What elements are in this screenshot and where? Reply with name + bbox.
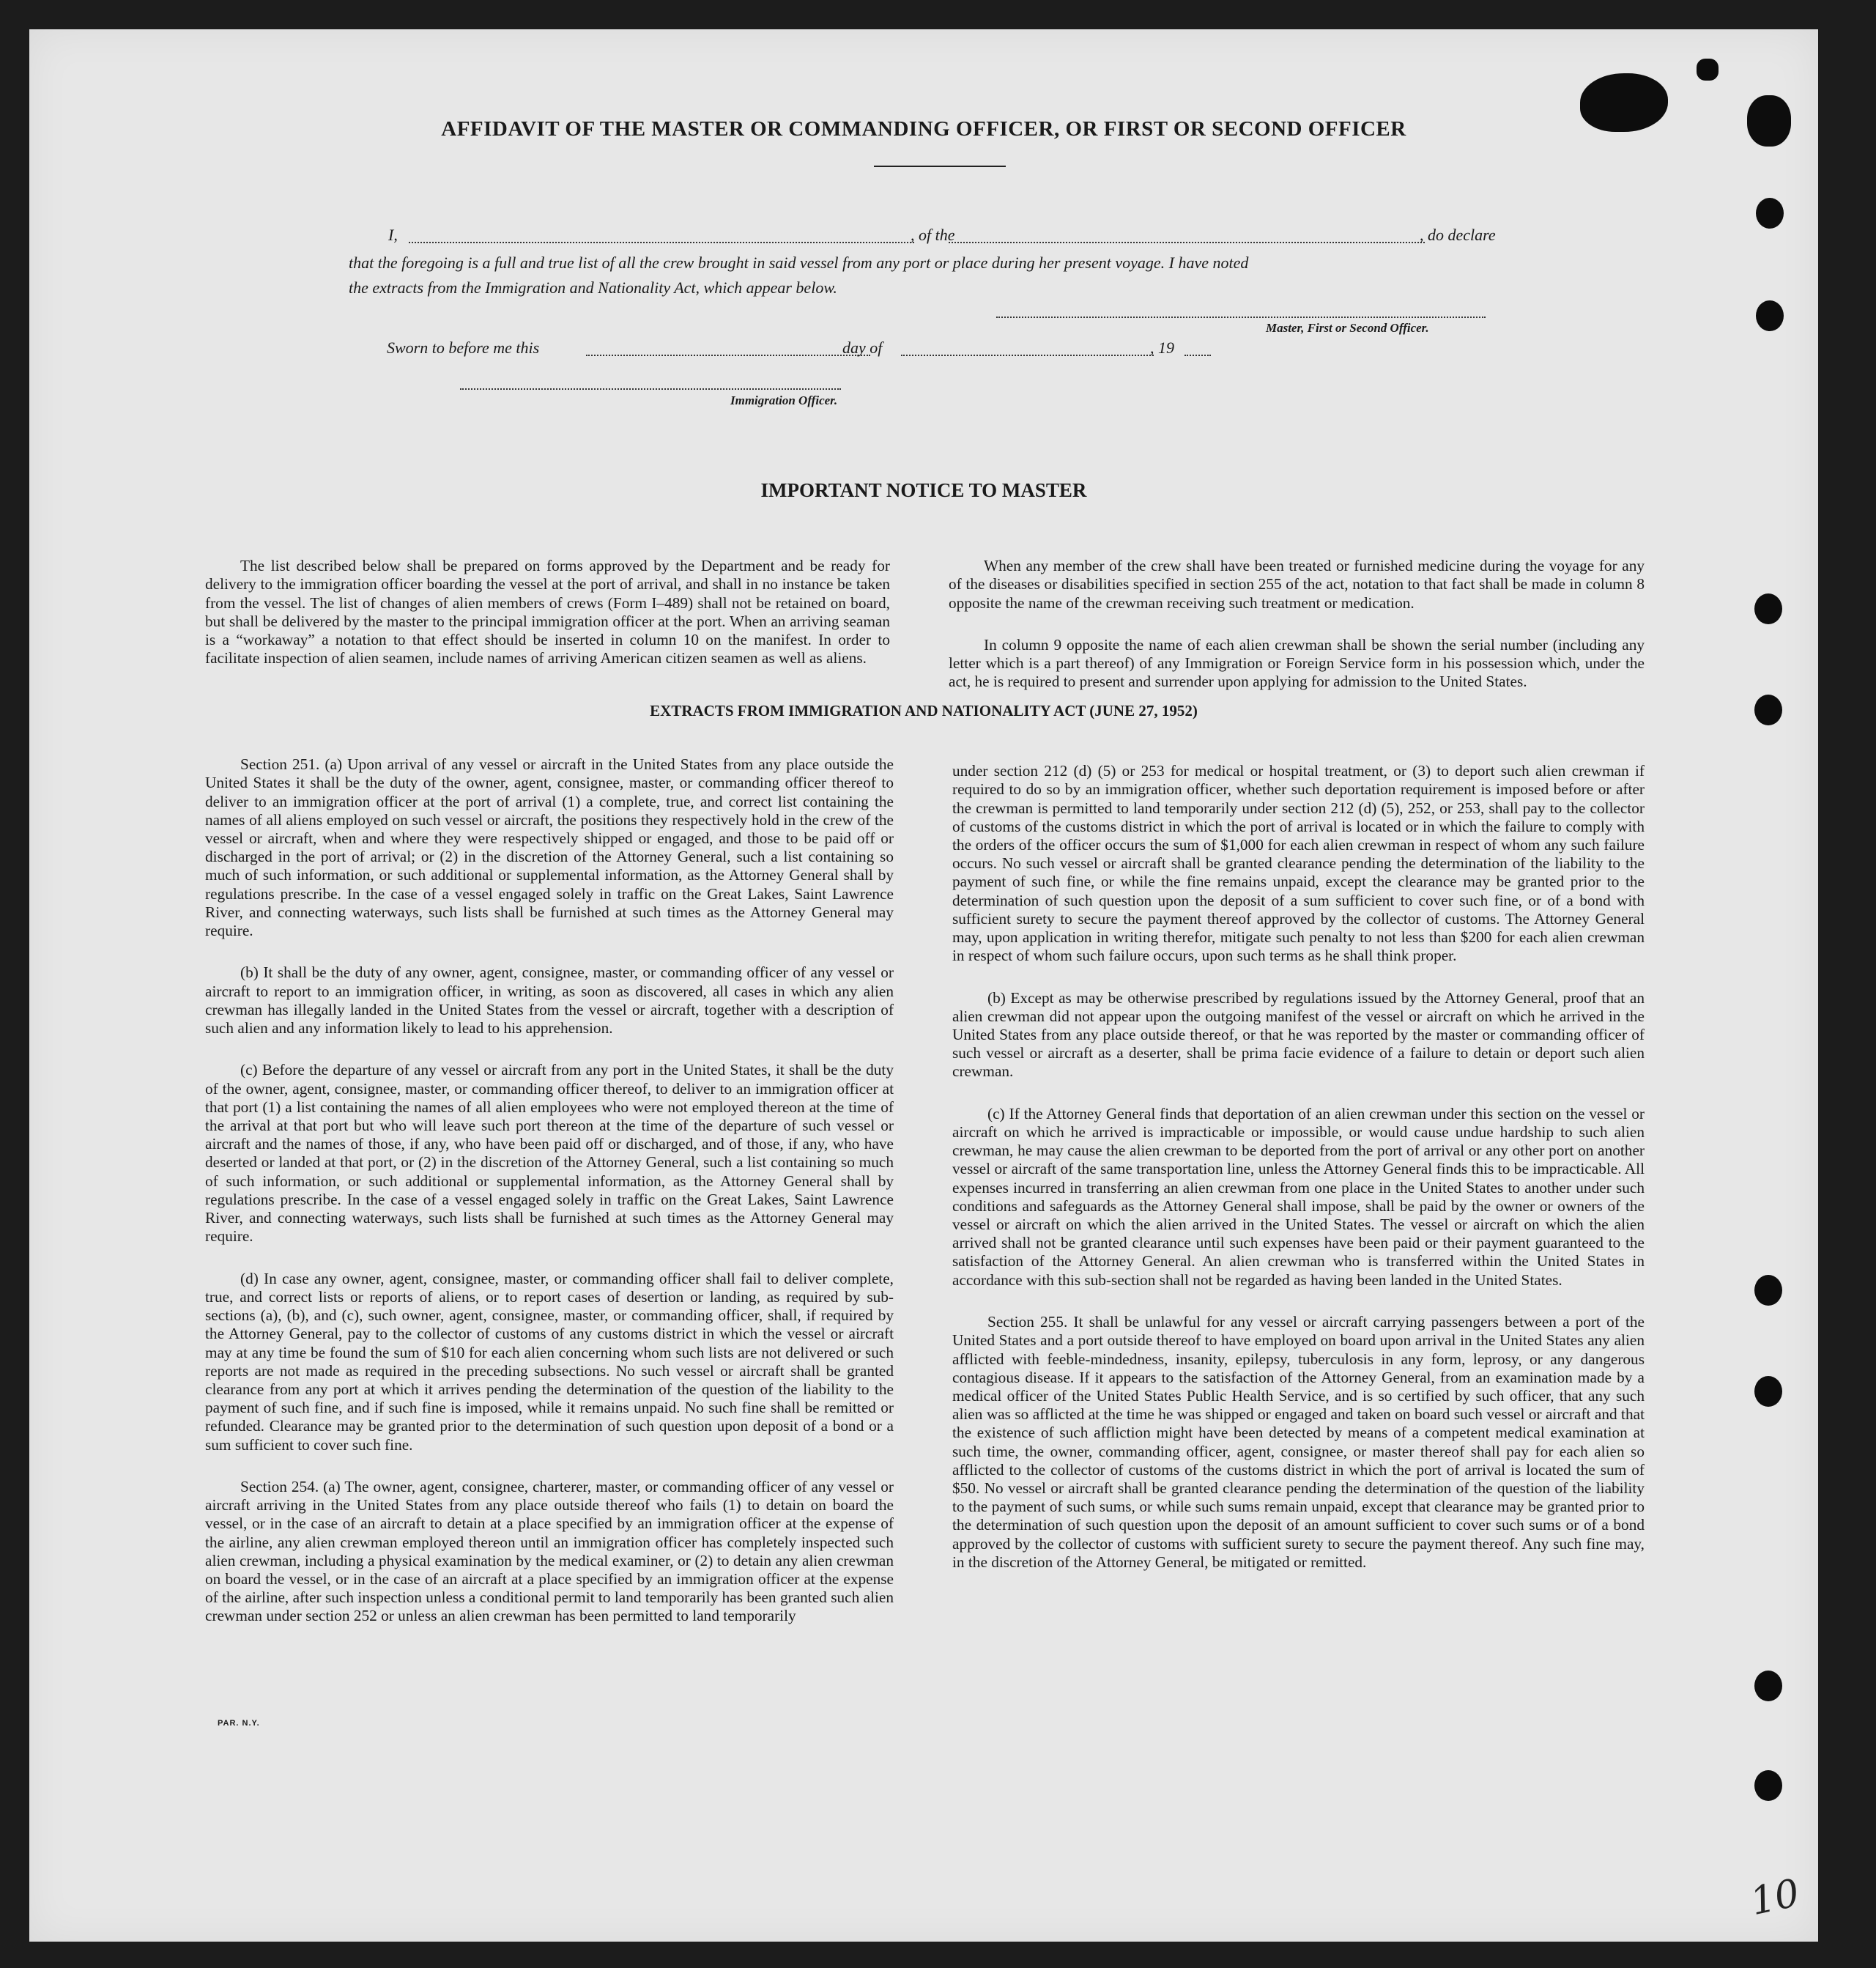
affidavit-declare-label: , do declare <box>1420 226 1496 244</box>
section-254-a: Section 254. (a) The owner, agent, consignee, charterer, master, or commanding officer of any vessel or aircraft arriving in the United States from any place outside thereof who fails (1) to detain on board the vessel, or in the case of an aircraft to detain at a place specified by an immigration officer at the expense of the airline, any alien crewman employed thereon until an immigration officer has completely inspected such alien crewman, including a physical examination by the medical examiner, or (2) to detain any alien crewman on board the vessel, or in the case of an aircraft at a place specified by an immigration officer at the expense of the airline, after such inspection unless a conditional permit to land temporarily has been granted such alien crewman under section 252 or unless an alien crewman has been permitted to land temporarily <box>205 1477 894 1625</box>
section-251-d: (d) In case any owner, agent, consignee, master, or commanding officer shall fail to deliver complete, true, and correct lists or reports of aliens, or to report cases of desertion or landing, as required by sub-sections (a), (b), and (c), such owner, agent, consignee, master, or commanding officer, shall, if required by the Attorney General, pay to the collector of customs of any customs district in which the vessel or aircraft may at any time be found the sum of $10 for each alien concerning whom such lists are not delivered or such reports are not made as required in the preceding subsections. No such vessel or aircraft shall be granted clearance from any port at which it arrives pending the determination of the question of the liability to the payment of such fine, and if such fine is imposed, while it remains unpaid. No such fine shall be remitted or refunded. Clearance may be granted prior to the determination of such question upon deposit of a bond or a sum sufficient to cover such fine. <box>205 1269 894 1454</box>
extracts-title: EXTRACTS FROM IMMIGRATION AND NATIONALITY ACT (JUNE 27, 1952) <box>650 702 1198 719</box>
punch-hole <box>1754 1376 1782 1407</box>
affidavit-i-label: I, <box>388 226 398 244</box>
title-underline <box>874 166 1006 167</box>
extracts-right-column <box>952 744 1645 1595</box>
notice-right-paragraph-2: In column 9 opposite the name of each alien crewman shall be shown the serial number (including any letter which is a part thereof) of any Immigration or Foreign Service form in his possession which, under the act, he is required to present and surrender upon applying for admission to the United States. <box>949 636 1645 691</box>
punch-hole <box>1754 1770 1782 1801</box>
section-254-b: (b) Except as may be otherwise prescribed by regulations issued by the Attorney General, proof that an alien crewman did not appear upon the outgoing manifest of the vessel or aircraft on which he arrived in the United States from any place outside thereof, or that he was reported by the master or commanding officer of such vessel or aircraft as a deserter, shall be prima facie evidence of a failure to detain or deport such alien crewman. <box>952 988 1645 1081</box>
sworn-day-line[interactable] <box>586 355 870 356</box>
extracts-left-column <box>205 737 894 1649</box>
affidavit-of-the-label: , of the <box>911 226 955 244</box>
day-of-label: day of <box>842 339 883 357</box>
master-signature-line[interactable] <box>996 317 1486 318</box>
punch-hole-blot <box>1580 73 1668 132</box>
handwritten-page-number: 10 <box>1746 1871 1803 1925</box>
section-251-b: (b) It shall be the duty of any owner, agent, consignee, master, or commanding officer of any vessel or aircraft to report to an immigration officer, in writing, as soon as discovered, all cases in which any alien crewman has illegally landed in the United States from the vessel or aircraft, together with a description of such alien and any information likely to lead to his apprehension. <box>205 963 894 1037</box>
officer-signature-caption: Immigration Officer. <box>730 393 838 407</box>
notice-title: IMPORTANT NOTICE TO MASTER <box>760 479 1087 501</box>
printer-mark: PAR. N.Y. <box>218 1719 260 1728</box>
affidavit-line-2: that the foregoing is a full and true list of all the crew brought in said vessel from any port or place during her present voyage. I have noted <box>349 254 1249 272</box>
notice-left-paragraph: The list described below shall be prepared on forms approved by the Department and be ready for delivery to the immigration officer boarding the vessel at the port of arrival, and shall in no instance be taken from the vessel. The list of changes of alien members of crews (Form I–489) shall not be retained on board, but shall be delivered by the master to the principal immigration officer at the port. When an arriving seaman is a “workaway” a notation to that effect should be inserted in column 10 on the manifest. In order to facilitate inspection of alien seamen, include names of arriving American citizen seamen as well as aliens. <box>205 557 890 667</box>
punch-hole <box>1754 1275 1782 1306</box>
vessel-name-line[interactable] <box>949 242 1425 243</box>
section-251-a: Section 251. (a) Upon arrival of any vessel or aircraft in the United States from any place outside the United States it shall be the duty of the owner, agent, consignee, master, or commanding officer thereof to deliver to an immigration officer at the port of arrival (1) a complete, true, and correct list containing the names of all aliens employed on such vessel or aircraft, the positions they respectively hold in the crew of the vessel or aircraft, when and where they were respectively shipped or engaged, and those to be paid off or discharged in the port of arrival; or (2) in the discretion of the Attorney General, such a list containing so much of such information, or such additional or supplemental information, as the Attorney General shall by regulations prescribe. In the case of a vessel engaged solely in traffic on the Great Lakes, Saint Lawrence River, and connecting waterways, such lists shall be furnished at such times as the Attorney General may require. <box>205 755 894 940</box>
master-name-line[interactable] <box>409 242 914 243</box>
officer-signature-line[interactable] <box>460 388 841 390</box>
section-254-c: (c) If the Attorney General finds that deportation of an alien crewman under this section on the vessel or aircraft on which he arrived is impracticable or impossible, or would cause undue hardship to such alien crewman, he may cause the alien crewman to be deported from the port of arrival or any other port on another vessel or aircraft of the same transportation line, unless the Attorney General finds this to be impracticable. All expenses incurred in transferring an alien crewman from one place in the United States to another under such conditions and safeguards as the Attorney General shall impose, shall be paid by the owner or owners of the vessel or aircraft on which the alien arrived in the United States. The vessel or aircraft on which the alien arrived shall not be granted clearance until such expenses have been paid or their payment guaranteed to the satisfaction of the Attorney General. An alien crewman who is transferred within the United States in accordance with this sub-section shall not be regarded as having been landed in the United States. <box>952 1104 1645 1289</box>
punch-hole-blot-edge <box>1747 95 1791 147</box>
notice-right-paragraph-1: When any member of the crew shall have been treated or furnished medicine during the voyage for any of the diseases or disabilities specified in section 255 of the act, notation to that fact shall be made in column 8 opposite the name of the crewman receiving such treatment or medication. <box>949 557 1645 612</box>
punch-hole <box>1754 1671 1782 1701</box>
notice-right-column <box>949 539 1645 715</box>
punch-hole <box>1754 695 1782 725</box>
affidavit-title: AFFIDAVIT OF THE MASTER OR COMMANDING OFFICER, OR FIRST OR SECOND OFFICER <box>441 117 1406 141</box>
section-255: Section 255. It shall be unlawful for any vessel or aircraft carrying passengers between a port of the United States and a port outside thereof to have employed on board upon arrival in the United States any alien afflicted with feeble-mindedness, insanity, epilepsy, tuberculosis in any form, leprosy, or any dangerous contagious disease. If it appears to the satisfaction of the Attorney General, from an examination made by a medical officer of the United States Public Health Service, and is so certified by such officer, that any such alien was so afflicted at the time he was shipped or engaged and taken on board such vessel or aircraft and that the existence of such affliction might have been detected by means of a competent medical examination at such time, the owner, commanding officer, agent, consignee, or master thereof shall pay for each alien so afflicted to the collector of customs of the customs district in which the port of arrival is located the sum of $50. No vessel or aircraft shall be granted clearance pending the determination of the question of the liability to the payment of such sums, or while such sums remain unpaid, except that clearance may be granted prior to the determination of such question upon the deposit of an amount sufficient to cover such sums or of a bond approved by the collector of customs with sufficient surety to secure the payment thereof. Any such fine may, in the discretion of the Attorney General, be mitigated or remitted. <box>952 1313 1645 1571</box>
sworn-year-line[interactable] <box>1184 355 1211 356</box>
punch-hole <box>1756 198 1784 229</box>
notice-left-column <box>205 539 890 692</box>
document-page <box>29 29 1818 1942</box>
sworn-month-line[interactable] <box>901 355 1154 356</box>
punch-hole <box>1756 300 1784 331</box>
year-label: , 19 <box>1150 339 1174 357</box>
sworn-label: Sworn to before me this <box>387 339 540 357</box>
section-251-c: (c) Before the departure of any vessel or aircraft from any port in the United States, it shall be the duty of the owner, agent, consignee, master, or commanding officer thereof, to deliver to an immigration officer at that port (1) a list containing the names of all alien employees who were not employed thereon at the time of the arrival at that port but who will leave such port thereon at the time of the departure of such vessel or aircraft and the names of those, if any, who have been paid off or discharged, and of those, if any, who have deserted or landed at that port, or (2) in the discretion of the Attorney General, such a list containing so much of such information, or such additional or supplemental information, as the Attorney General shall by regulations prescribe. In the case of a vessel engaged solely in traffic on the Great Lakes, Saint Lawrence River, and connecting waterways, such lists shall be furnished at such times as the Attorney General may require. <box>205 1061 894 1246</box>
affidavit-line-3: the extracts from the Immigration and Nationality Act, which appear below. <box>349 278 837 297</box>
master-signature-caption: Master, First or Second Officer. <box>1266 321 1429 335</box>
punch-hole-blot-small <box>1697 59 1719 81</box>
section-254-a-continued: under section 212 (d) (5) or 253 for medical or hospital treatment, or (3) to deport such alien crewman if required to do so by an immigration officer, whether such deportation requirement is imposed before or after the crewman is permitted to land temporarily under section 212 (d) (5), 252, or 253, shall pay to the collector of customs of the customs district in which the port of arrival is located or in which the failure to comply with the orders of the officer occurs the sum of $1,000 for each alien crewman in respect of whom any such failure occurs. No such vessel or aircraft shall be granted clearance pending the determination of the liability to the payment of such fine, or while the fine remains unpaid, except the clearance may be granted prior to the determination of such question upon the deposit of a sum sufficient to cover such fine, or of a bond with sufficient surety to secure the payment thereof approved by the collector of customs. The Attorney General may, upon application in writing therefor, mitigate such penalty to not less than $200 for each alien crewman in respect of whom such failure occurs, upon such terms as he shall think proper. <box>952 762 1645 965</box>
punch-hole <box>1754 593 1782 624</box>
